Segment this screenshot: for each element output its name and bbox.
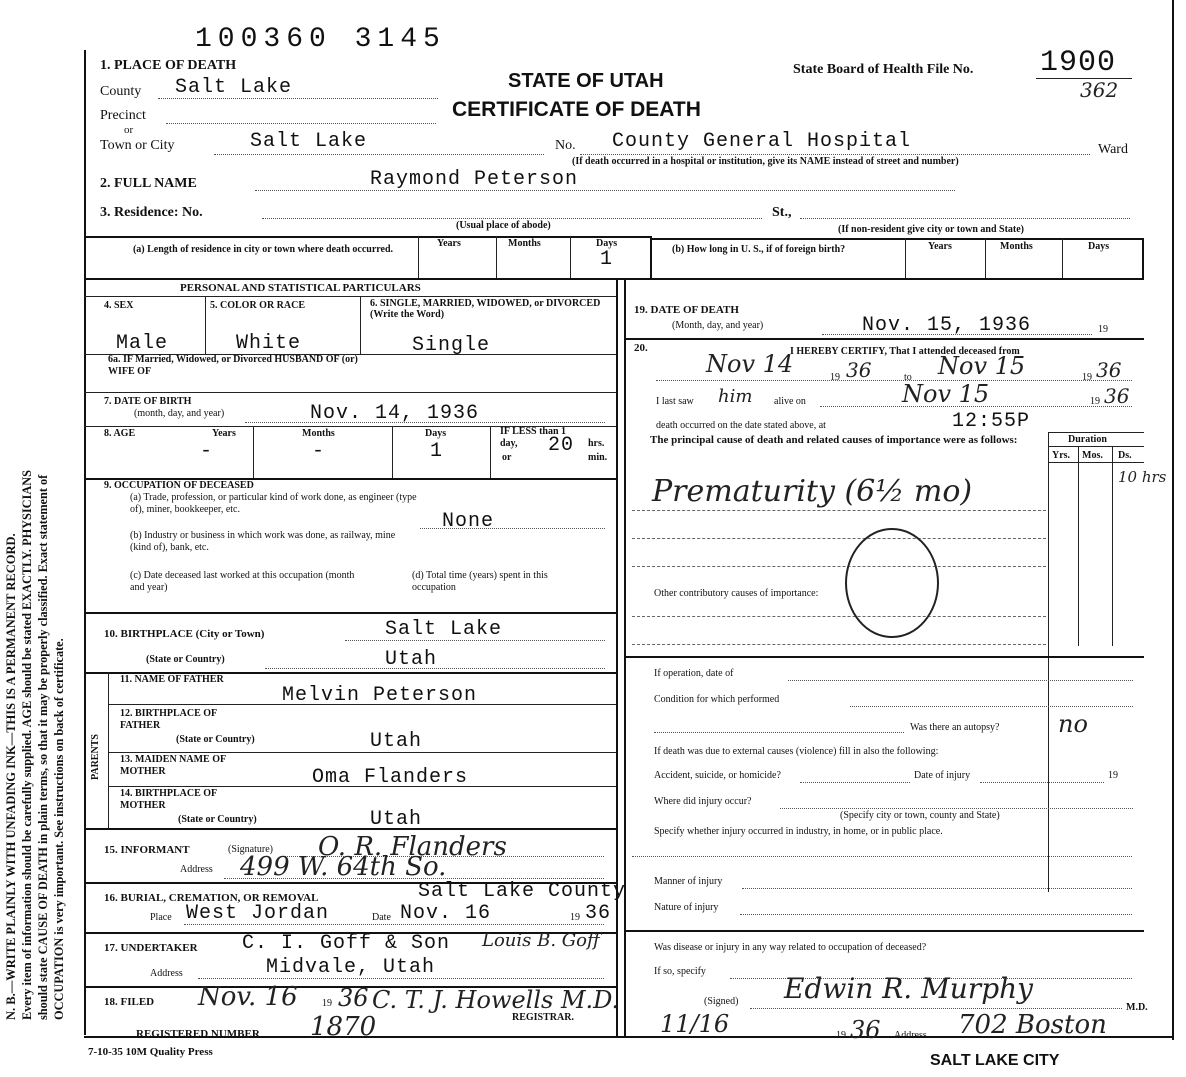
file-no: 1900	[1040, 46, 1117, 80]
cause-label: The principal cause of death and related causes of importance were as follows:	[650, 434, 1018, 446]
us-years: Years	[928, 241, 952, 252]
full-name-label: 2. FULL NAME	[100, 176, 197, 191]
signature-year: 36	[850, 1016, 881, 1044]
specify-injury-label: Specify whether injury occurred in industry, in home, or in public place.	[654, 826, 943, 837]
informant-sig-label: (Signature)	[228, 844, 273, 855]
death-time-label: death occurred on the date stated above, at	[656, 420, 826, 431]
hospital-note: (If death occurred in a hospital or institution, give its NAME instead of street and number)	[572, 156, 959, 167]
res-months: Months	[508, 238, 541, 249]
filed-year: 36	[338, 984, 369, 1012]
external-causes-label: If death was due to external causes (violence) fill in also the following:	[654, 746, 939, 757]
res-days: Days	[596, 238, 618, 249]
sex-label: 4. SEX	[104, 300, 134, 311]
duration-yrs: Yrs.	[1052, 450, 1071, 461]
undertaker-label: 17. UNDERTAKER	[104, 942, 198, 954]
margin-note-1: N. B.—WRITE PLAINLY WITH UNFADING INK—THIS IS A PERMANENT RECORD.	[4, 533, 18, 1020]
md-label: M.D.	[1126, 1002, 1148, 1013]
attended-from-year: 36	[846, 358, 872, 382]
physician-signature: Edwin R. Murphy	[784, 972, 1033, 1005]
form-footer: 7-10-35 10M Quality Press	[88, 1046, 213, 1058]
town-value: Salt Lake	[250, 130, 368, 153]
where-injury-label: Where did injury occur?	[654, 796, 752, 807]
burial-year: 36	[585, 902, 612, 925]
certify-number: 20.	[634, 342, 648, 354]
filed-label: 18. FILED	[104, 996, 155, 1008]
serial-number: 100360 3145	[195, 24, 446, 55]
ward-label: Ward	[1098, 142, 1128, 157]
county-label: County	[100, 84, 142, 99]
father-bp-value: Utah	[370, 730, 423, 753]
informant-value: O. R. Flanders	[318, 832, 507, 862]
dod-sub: (Month, day, and year)	[672, 320, 764, 331]
to-label: to	[904, 372, 912, 383]
last-saw-him: him	[718, 386, 753, 407]
if-so-label: If so, specify	[654, 966, 706, 977]
county-value: Salt Lake	[175, 76, 293, 99]
last-saw-label: I last saw	[656, 396, 694, 407]
burial-date: Nov. 16	[400, 902, 492, 925]
burial-county: Salt Lake County	[418, 880, 627, 903]
city-stamp: SALT LAKE CITY	[930, 1052, 1060, 1069]
state-title: STATE OF UTAH	[508, 70, 664, 92]
undertaker-address: Midvale, Utah	[266, 956, 436, 979]
hospital-value: County General Hospital	[612, 130, 912, 153]
signed-label: (Signed)	[704, 996, 739, 1007]
death-time: 12:55P	[952, 410, 1031, 433]
injury-date-label: Date of injury	[914, 770, 971, 781]
mother-bp-sub: (State or Country)	[178, 814, 257, 825]
physician-address: 702 Boston	[958, 1010, 1107, 1040]
occupation-related-label: Was disease or injury in any way related to occupation of deceased?	[654, 942, 927, 953]
birthplace-state: Utah	[385, 648, 438, 671]
dob-label: 7. DATE OF BIRTH	[104, 396, 192, 407]
birthplace-city: Salt Lake	[385, 618, 503, 641]
mother-bp-label: 14. BIRTHPLACE OF MOTHER	[120, 788, 217, 811]
age-days-label: Days	[425, 428, 447, 439]
st-label: St.,	[772, 205, 792, 220]
undertaker-signature: Louis B. Goff	[482, 930, 600, 951]
length-of-residence: (a) Length of residence in city or town where death occurred.	[132, 244, 394, 255]
occupation-value: None	[442, 510, 495, 533]
condition-label: Condition for which performed	[654, 694, 780, 705]
accident-label: Accident, suicide, or homicide?	[654, 770, 781, 781]
occupation-label: 9. OCCUPATION OF DECEASED	[104, 480, 254, 491]
age-years-value: -	[200, 440, 214, 463]
registrar-signature: C. T. J. Howells M.D.	[372, 986, 620, 1014]
undertaker-address-label: Address	[150, 968, 183, 979]
last-saw-date: Nov 15	[902, 380, 990, 408]
father-bp-label: 12. BIRTHPLACE OF FATHER	[120, 708, 217, 731]
or-label-age: or	[502, 452, 512, 463]
hrs-label: hrs.	[588, 438, 605, 449]
res-years: Years	[437, 238, 461, 249]
dod-value: Nov. 15, 1936	[862, 314, 1032, 337]
us-days: Days	[1088, 241, 1110, 252]
age-months-value: -	[312, 440, 326, 463]
last-saw-year: 36	[1104, 384, 1130, 408]
margin-note-2: Every item of information should be carefully supplied. AGE should be stated EXACTLY. PHYSICIANS	[20, 470, 34, 1020]
filed-year-pre: 19	[322, 998, 332, 1009]
attended-from: Nov 14	[706, 350, 794, 378]
principal-cause: Prematurity (6½ mo)	[652, 474, 973, 509]
nature-label: Nature of injury	[654, 902, 719, 913]
duration-mos: Mos.	[1082, 450, 1103, 461]
res-days-value: 1	[600, 248, 614, 271]
where-injury-sub: (Specify city or town, county and State)	[840, 810, 1000, 821]
handwritten-circle	[845, 528, 939, 638]
alive-on-label: alive on	[774, 396, 806, 407]
age-months-label: Months	[302, 428, 335, 439]
personal-heading: PERSONAL AND STATISTICAL PARTICULARS	[180, 282, 421, 294]
duration-ds: Ds.	[1118, 450, 1132, 461]
mother-bp-value: Utah	[370, 808, 423, 831]
no-label: No.	[555, 138, 576, 153]
attended-to-year: 36	[1096, 358, 1122, 382]
father-bp-sub: (State or Country)	[176, 734, 255, 745]
undertaker-value: C. I. Goff & Son	[242, 932, 451, 955]
town-label: Town or City	[100, 138, 175, 153]
if-less-label: IF LESS than 1 day,	[500, 426, 567, 449]
occ-d: (d) Total time (years) spent in this occupation	[412, 570, 548, 593]
or-label: or	[124, 124, 134, 136]
mother-label: 13. MAIDEN NAME OF MOTHER	[120, 754, 226, 777]
burial-place: West Jordan	[186, 902, 330, 925]
registrar-label: REGISTRAR.	[512, 1012, 574, 1023]
birthplace-state-label: (State or Country)	[146, 654, 225, 665]
birthplace-label: 10. BIRTHPLACE (City or Town)	[104, 628, 265, 640]
father-label: 11. NAME OF FATHER	[120, 674, 224, 685]
how-long-us: (b) How long in U. S., if of foreign birth?	[672, 244, 846, 255]
min-label: min.	[588, 452, 608, 463]
registered-number: 1870	[310, 1012, 377, 1042]
spouse-label: 6a. IF Married, Widowed, or Divorced HUSBAND OF (or) WIFE OF	[108, 354, 358, 377]
dob-value: Nov. 14, 1936	[310, 402, 480, 425]
dod-tail: 19	[1098, 324, 1108, 335]
age-days-value: 1	[430, 440, 444, 463]
attended-to: Nov 15	[938, 352, 1026, 380]
race-value: White	[236, 332, 302, 355]
race-label: 5. COLOR OR RACE	[210, 300, 306, 311]
hrs-value: 20	[548, 434, 575, 457]
marital-label: 6. SINGLE, MARRIED, WIDOWED, or DIVORCED (Write the Word)	[370, 298, 601, 320]
parents-label: PARENTS	[90, 734, 101, 780]
informant-label: 15. INFORMANT	[104, 844, 190, 856]
from-year-pre: 19	[830, 372, 840, 383]
filed-date: Nov. 16	[198, 982, 298, 1012]
duration-label: Duration	[1068, 434, 1107, 445]
us-months: Months	[1000, 241, 1033, 252]
physician-address-label: Address	[894, 1030, 927, 1041]
informant-address-label: Address	[180, 864, 213, 875]
informant-address: 499 W. 64th So.	[240, 852, 447, 882]
full-name-value: Raymond Peterson	[370, 168, 579, 191]
occ-b: (b) Industry or business in which work was done, as railway, mine (kind of), bank, etc.	[130, 530, 396, 553]
injury-year-pre: 19	[1108, 770, 1118, 781]
dod-label: 19. DATE OF DEATH	[634, 304, 739, 316]
margin-note-3: should state CAUSE OF DEATH in plain terms, so that it may be properly classified. Exact statement of	[36, 474, 50, 1020]
mother-value: Oma Flanders	[312, 766, 469, 789]
to-year-pre: 19	[1082, 372, 1092, 383]
burial-place-label: Place	[150, 912, 172, 923]
place-of-death-label: 1. PLACE OF DEATH	[100, 58, 237, 73]
occ-a: (a) Trade, profession, or particular kind of work done, as engineer (type of), miner, bookkeeper, etc.	[130, 492, 417, 515]
burial-date-label: Date	[372, 912, 391, 923]
certify-text: I HEREBY CERTIFY, That I attended deceased from	[790, 346, 1020, 357]
margin-note-4: OCCUPATION is very important. See instructions on back of certificate.	[52, 638, 66, 1020]
sign-year-pre: 19	[836, 1030, 846, 1041]
manner-label: Manner of injury	[654, 876, 723, 887]
signature-date: 11/16	[660, 1010, 730, 1038]
operation-label: If operation, date of	[654, 668, 734, 679]
last-year-pre: 19	[1090, 396, 1100, 407]
burial-label: 16. BURIAL, CREMATION, OR REMOVAL	[104, 892, 319, 904]
nonresident-note: (If non-resident give city or town and State)	[838, 224, 1025, 235]
age-years-label: Years	[212, 428, 236, 439]
autopsy-value: no	[1058, 710, 1088, 738]
file-no-label: State Board of Health File No.	[793, 62, 974, 77]
sex-value: Male	[116, 332, 169, 355]
duration-value: 10 hrs	[1118, 468, 1167, 486]
occ-c: (c) Date deceased last worked at this occupation (month and year)	[130, 570, 355, 593]
burial-year-pre: 19	[570, 912, 580, 923]
age-label: 8. AGE	[104, 428, 136, 439]
precinct-label: Precinct	[100, 108, 146, 123]
dob-sub: (month, day, and year)	[134, 408, 225, 419]
marital-value: Single	[412, 334, 491, 357]
registered-number-label: REGISTERED NUMBER	[136, 1028, 260, 1040]
other-causes-label: Other contributory causes of importance:	[654, 588, 819, 599]
file-sub: 362	[1080, 78, 1119, 102]
certificate-title: CERTIFICATE OF DEATH	[452, 98, 701, 121]
usual-abode: (Usual place of abode)	[456, 220, 551, 231]
father-value: Melvin Peterson	[282, 684, 478, 707]
residence-label: 3. Residence: No.	[100, 205, 203, 220]
autopsy-label: Was there an autopsy?	[910, 722, 1000, 733]
